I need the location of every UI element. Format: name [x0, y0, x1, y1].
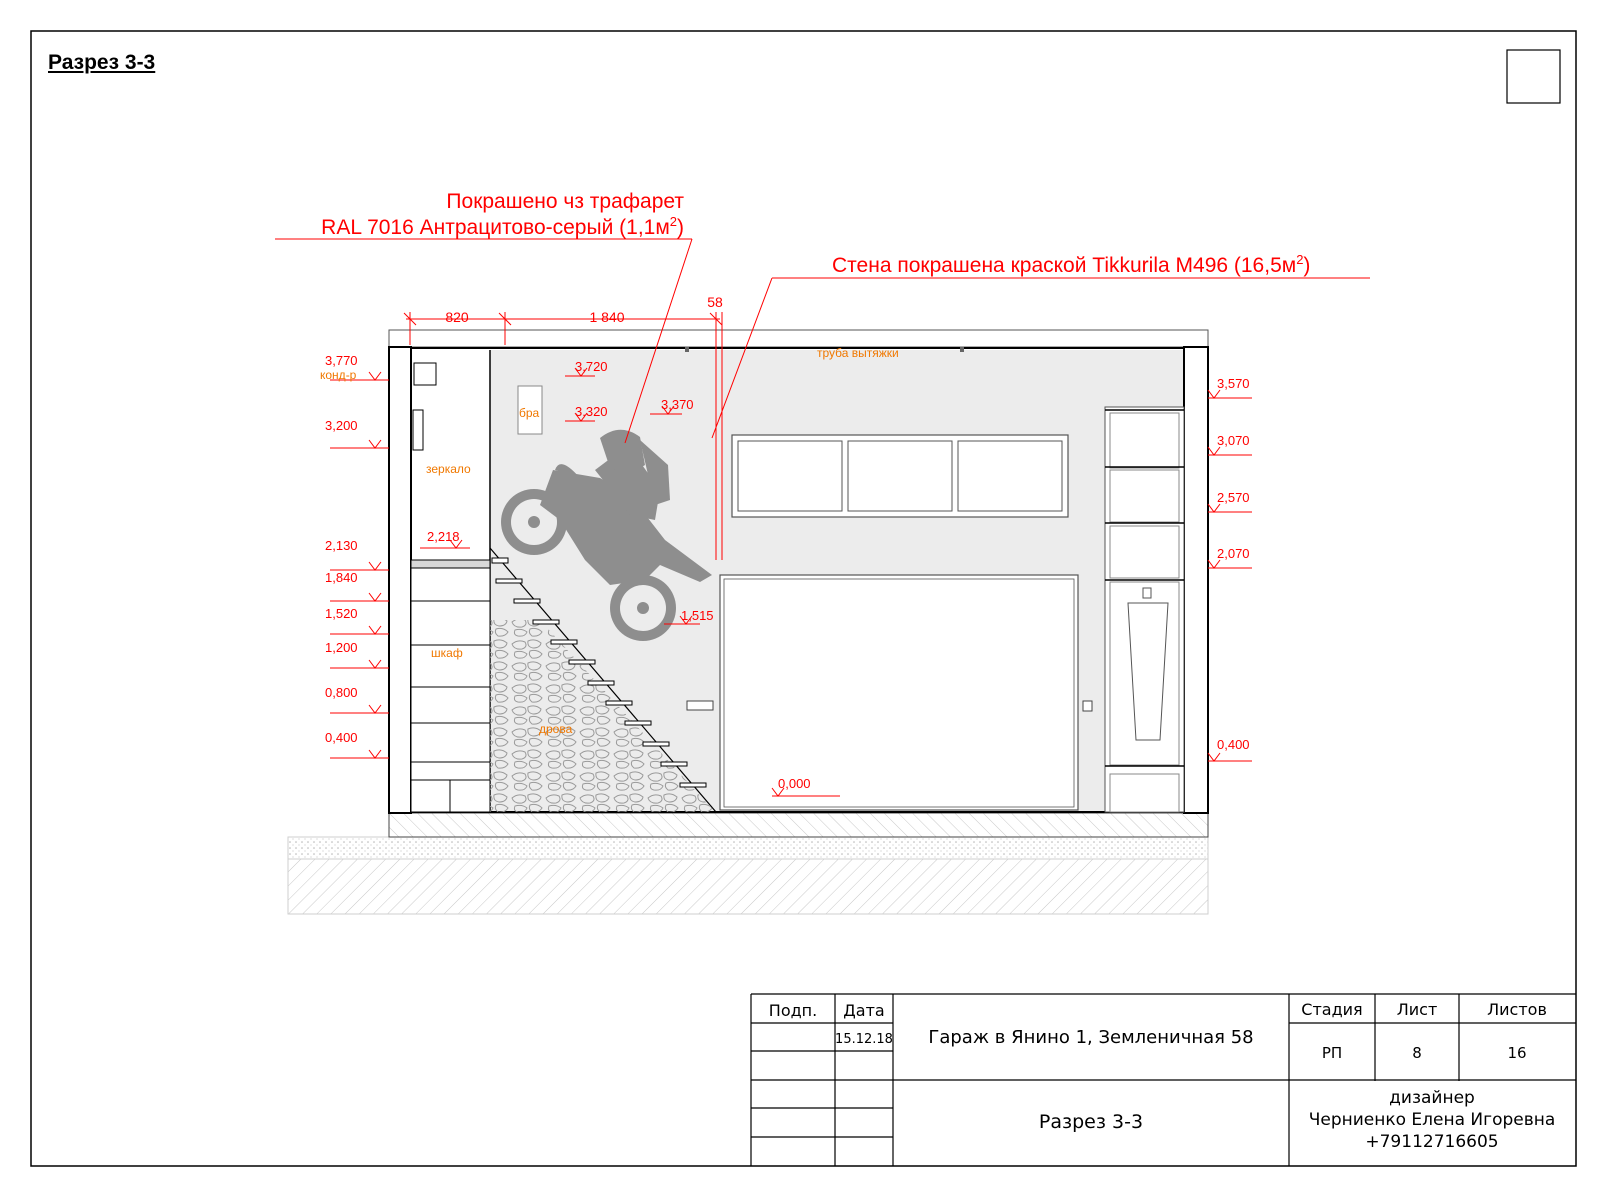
tb-stage-val: РП [1321, 1044, 1343, 1062]
label-cabinet: шкаф [431, 646, 463, 660]
mirror [413, 410, 423, 450]
left-wall [389, 347, 411, 813]
stencil-callout-line1: Покрашено чз трафарет [446, 190, 684, 213]
level-left-1: 3,200 [325, 418, 358, 433]
tb-listov: Листов [1487, 1000, 1547, 1019]
level-right-1: 3,070 [1217, 433, 1250, 448]
level-right-0: 3,570 [1217, 376, 1250, 391]
level-right-2: 2,570 [1217, 490, 1250, 505]
tb-designer-name: Черниенко Елена Игоревна [1308, 1110, 1556, 1130]
dim-1840: 1 840 [589, 309, 625, 325]
level-left-2: 2,130 [325, 538, 358, 553]
label-exhaust-pipe: труба вытяжки [817, 346, 899, 360]
level-left-0: 3,770 [325, 353, 358, 368]
stencil-callout-line2: RAL 7016 Антрацитово-серый $(1,1м^2)$ [321, 214, 684, 239]
stamp-box [1507, 50, 1560, 103]
roof-slab [389, 330, 1208, 347]
level-inner-2: 3,370 [661, 397, 694, 412]
tb-section: Разрез 3-3 [1038, 1111, 1144, 1133]
ground-gravel [288, 837, 1208, 859]
tb-list: Лист [1396, 1000, 1438, 1019]
tb-stadia: Стадия [1301, 1000, 1363, 1019]
conditioner [414, 363, 436, 385]
tb-project: Гараж в Янино 1, Земленичная 58 [928, 1027, 1254, 1048]
floor-slab [389, 813, 1208, 837]
right-wall [1184, 347, 1208, 813]
level-right-3: 2,070 [1217, 546, 1250, 561]
label-firewood: дрова [539, 722, 573, 736]
sheet-title: Разрез 3-3 [48, 51, 156, 74]
cabinet [411, 568, 490, 780]
level-inner-1: 3,320 [575, 404, 608, 419]
tb-designer-role: дизайнер [1389, 1088, 1475, 1108]
label-sconce: бра [519, 406, 540, 420]
level-left-3: 1,840 [325, 570, 358, 585]
level-inner-3: 2,218 [427, 529, 460, 544]
dim-820: 820 [445, 309, 469, 325]
level-inner-5: 0,000 [778, 776, 811, 791]
level-right-4: 0,400 [1217, 737, 1250, 752]
label-mirror: зеркало [426, 462, 471, 476]
tb-designer-phone: +79112716605 [1365, 1132, 1499, 1152]
tb-date: 15.12.18 [835, 1032, 893, 1047]
level-left-6: 0,800 [325, 685, 358, 700]
tb-podp: Подп. [768, 1001, 818, 1020]
switch [1083, 701, 1092, 711]
dim-58: 58 [707, 294, 723, 310]
level-left-4: 1,520 [325, 606, 358, 621]
ground-soil [288, 859, 1208, 914]
label-conditioner: конд-р [320, 368, 357, 382]
tb-list-val: 8 [1412, 1044, 1422, 1062]
tb-listov-val: 16 [1507, 1044, 1527, 1062]
tb-data: Дата [843, 1001, 885, 1020]
level-left-5: 1,200 [325, 640, 358, 655]
level-inner-4: 1,515 [681, 608, 714, 623]
socket-block [687, 701, 713, 710]
level-left-7: 0,400 [325, 730, 358, 745]
wall-paint-callout: Стена покрашена краской Tikkurila M496 $(16,5м^2)$ [832, 252, 1311, 277]
cabinet-top [411, 560, 490, 568]
level-inner-0: 3,720 [575, 359, 608, 374]
